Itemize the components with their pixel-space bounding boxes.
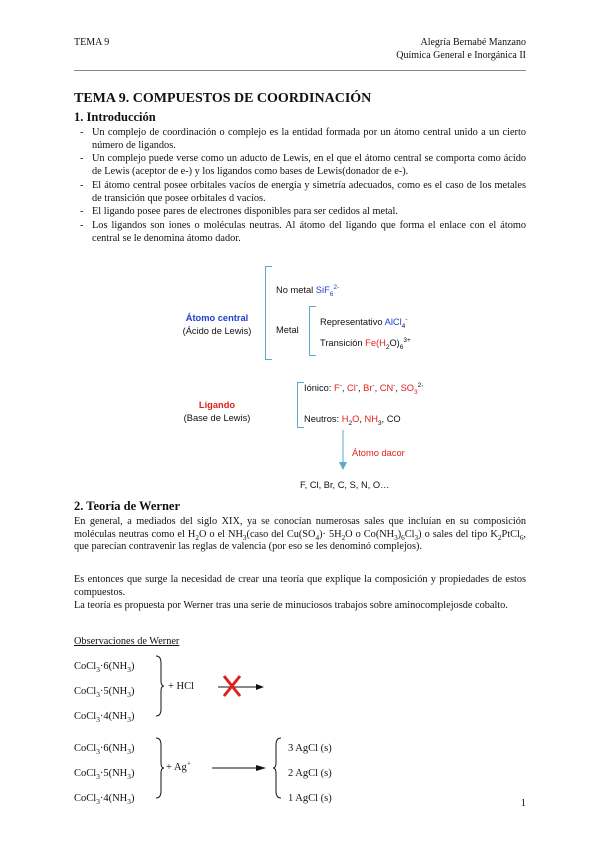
list-item: - Un complejo de coordinación o complejo es la entidad formada por un átomo central unido a un cierto número de ligandos. [74, 127, 526, 152]
compound-2: $CoCl_3\cdot 5(NH_3)$ [74, 686, 135, 700]
section1-heading: 1. Introducción [74, 110, 156, 124]
metal-label: Metal [276, 325, 299, 335]
product-3: 1 AgCl (s) [288, 793, 332, 804]
header-left: TEMA 9 [74, 37, 110, 48]
list-item: - Un complejo puede verse como un aducto de Lewis, en el que el átomo central se comporta como ácido de Lewis (aceptor de e-) y los ligandos como bases de Lewis(donador de e-). [74, 153, 526, 178]
ionic-ligands: F-, Cl-, Br-, CN-, $SO_3^{2-}$ [334, 381, 424, 396]
werner-paragraph-2: Es entonces que surge la necesidad de crear una teoría que explique la composición y propiedades de estos compuestos. [74, 574, 526, 598]
page-number: 1 [520, 798, 526, 809]
reaction-arrow-icon [212, 763, 266, 773]
list-item: - Los ligandos son iones o moléculas neutras. Al átomo del ligando que forma el enlace con el átomo central se le denomina átomo dador. [74, 220, 526, 245]
neutral-line: Neutros: $H_2O$, $NH_3$, CO [304, 414, 401, 427]
reaction2-compounds [74, 736, 134, 811]
donor-arrow-icon [338, 430, 348, 470]
header-subject: Química General e Inorgánica II [396, 50, 526, 61]
reaction1-compounds [74, 654, 134, 729]
compound-2: $CoCl_3\cdot 5(NH_3)$ [74, 768, 135, 782]
representative-line: Representativo AlCl$_4$- [320, 315, 408, 330]
section2-heading: 2. Teoría de Werner [74, 499, 181, 513]
intro-bullet-list [74, 127, 526, 246]
reaction2-reagent: + Ag+ [166, 758, 191, 773]
compound-3: $CoCl_3\cdot 4(NH_3)$ [74, 711, 135, 725]
ionic-line: Iónico: F-, Cl-, Br-, CN-, $SO_3^{2-}$ [304, 381, 424, 396]
metal-brace [309, 306, 316, 356]
werner-paragraph-1: En general, a mediados del siglo XIX, ya se conocían numerosas sales que incluían en su composición moléculas neutras como el $H_2O$ o el $NH_3(caso$ del $Cu(SO_4)\cdot 5H_2O$ o $Co(NH_3)_6Cl_3$) o sales del tipo $K_2PtCl_6$, que parecían contravenir las reglas de valencia (por eso se les denominó complejos). [74, 516, 526, 553]
reaction2-products [288, 736, 332, 811]
transition-line: Transición $Fe(H_2O)_6^{3+}$ [320, 336, 411, 351]
ligand-brace [297, 382, 304, 428]
header-author: Alegría Bernabé Manzano [420, 37, 526, 48]
observations-title: Observaciones de Werner [74, 636, 180, 647]
reaction1-brace-icon [155, 655, 165, 717]
product-1: 3 AgCl (s) [288, 743, 332, 754]
central-atom-brace [265, 266, 272, 360]
list-item: - El átomo central posee orbitales vacíos de energía y simetría adecuados, como es el caso de los metales de transición que posee orbitales d vacíos. [74, 180, 526, 205]
product-2: 2 AgCl (s) [288, 768, 332, 779]
list-item: - El ligando posee pares de electrones disponibles para ser cedidos al metal. [74, 206, 526, 219]
page-title: TEMA 9. COMPUESTOS DE COORDINACIÓN [74, 91, 372, 106]
compound-1: $CoCl_3\cdot 6(NH_3)$ [74, 661, 135, 675]
compound-1: $CoCl_3\cdot 6(NH_3)$ [74, 743, 135, 757]
nonmetal-line: No metal SiF$_6^{2-}$ [276, 283, 340, 298]
reaction2-brace-icon [155, 737, 165, 799]
ligand-label: Ligando (Base de Lewis) [183, 400, 251, 423]
products-brace-icon [272, 737, 282, 799]
donor-atom-label: Átomo dacor [352, 448, 405, 458]
header-divider [74, 70, 526, 71]
reaction1-reagent: + HCl [168, 681, 195, 692]
neutral-ligands: $H_2O$, $NH_3$, CO [341, 414, 401, 427]
compound-3: $CoCl_3\cdot 4(NH_3)$ [74, 793, 135, 807]
header-right [396, 36, 526, 62]
donor-atoms: F, Cl, Br, C, S, N, O… [300, 480, 390, 490]
werner-paragraph-3: La teoría es propuesta por Werner tras una serie de minuciosos trabajos sobre aminocomplejosde cobalto. [74, 600, 508, 611]
no-reaction-arrow-icon [216, 674, 264, 700]
central-atom-label: Átomo central (Ácido de Lewis) [182, 313, 252, 336]
